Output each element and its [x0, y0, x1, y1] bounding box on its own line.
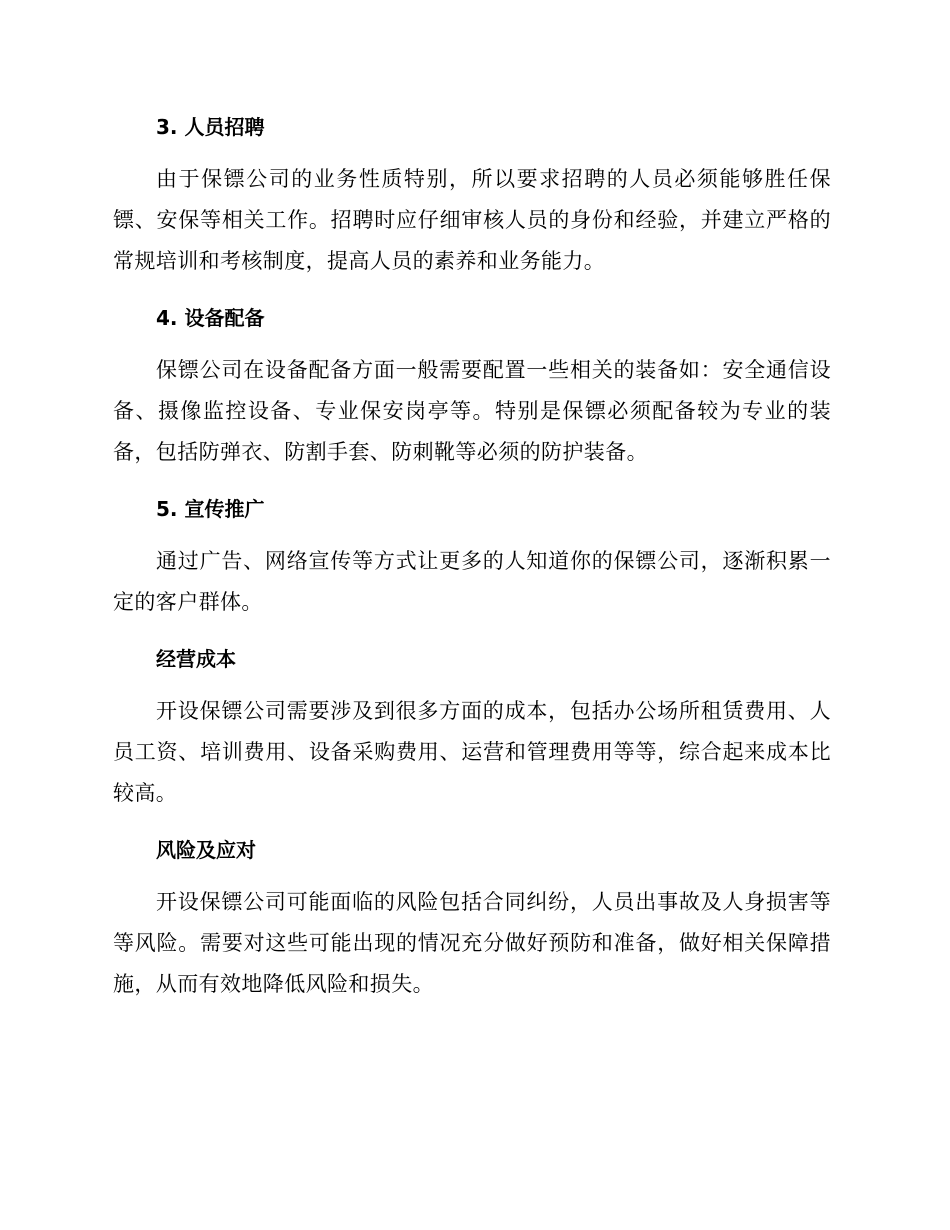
section-heading-promotion: 5. 宣传推广 — [156, 497, 265, 521]
document-body — [113, 107, 831, 1005]
section-paragraph-operating-cost: 开设保镖公司需要涉及到很多方面的成本，包括办公场所租赁费用、人员工资、培训费用、设备采购费用、运营和管理费用等等，综合起来成本比较高。 — [113, 699, 831, 805]
section-heading-recruitment: 3. 人员招聘 — [156, 115, 265, 139]
section-paragraph-promotion: 通过广告、网络宣传等方式让更多的人知道你的保镖公司，逐渐积累一定的客户群体。 — [113, 549, 831, 614]
section-paragraph-recruitment: 由于保镖公司的业务性质特别，所以要求招聘的人员必须能够胜任保镖、安保等相关工作。招聘时应仔细审核人员的身份和经验，并建立严格的常规培训和考核制度，提高人员的素养和业务能力。 — [113, 167, 831, 273]
section-heading-equipment: 4. 设备配备 — [156, 306, 265, 330]
section-heading-risk: 风险及应对 — [156, 838, 256, 862]
section-heading-operating-cost: 经营成本 — [156, 647, 236, 671]
section-paragraph-equipment: 保镖公司在设备配备方面一般需要配置一些相关的装备如：安全通信设备、摄像监控设备、专业保安岗亭等。特别是保镖必须配备较为专业的装备，包括防弹衣、防割手套、防刺靴等必须的防护装备。 — [113, 358, 831, 464]
section-paragraph-risk: 开设保镖公司可能面临的风险包括合同纠纷，人员出事故及人身损害等等风险。需要对这些可能出现的情况充分做好预防和准备，做好相关保障措施，从而有效地降低风险和损失。 — [113, 890, 831, 996]
